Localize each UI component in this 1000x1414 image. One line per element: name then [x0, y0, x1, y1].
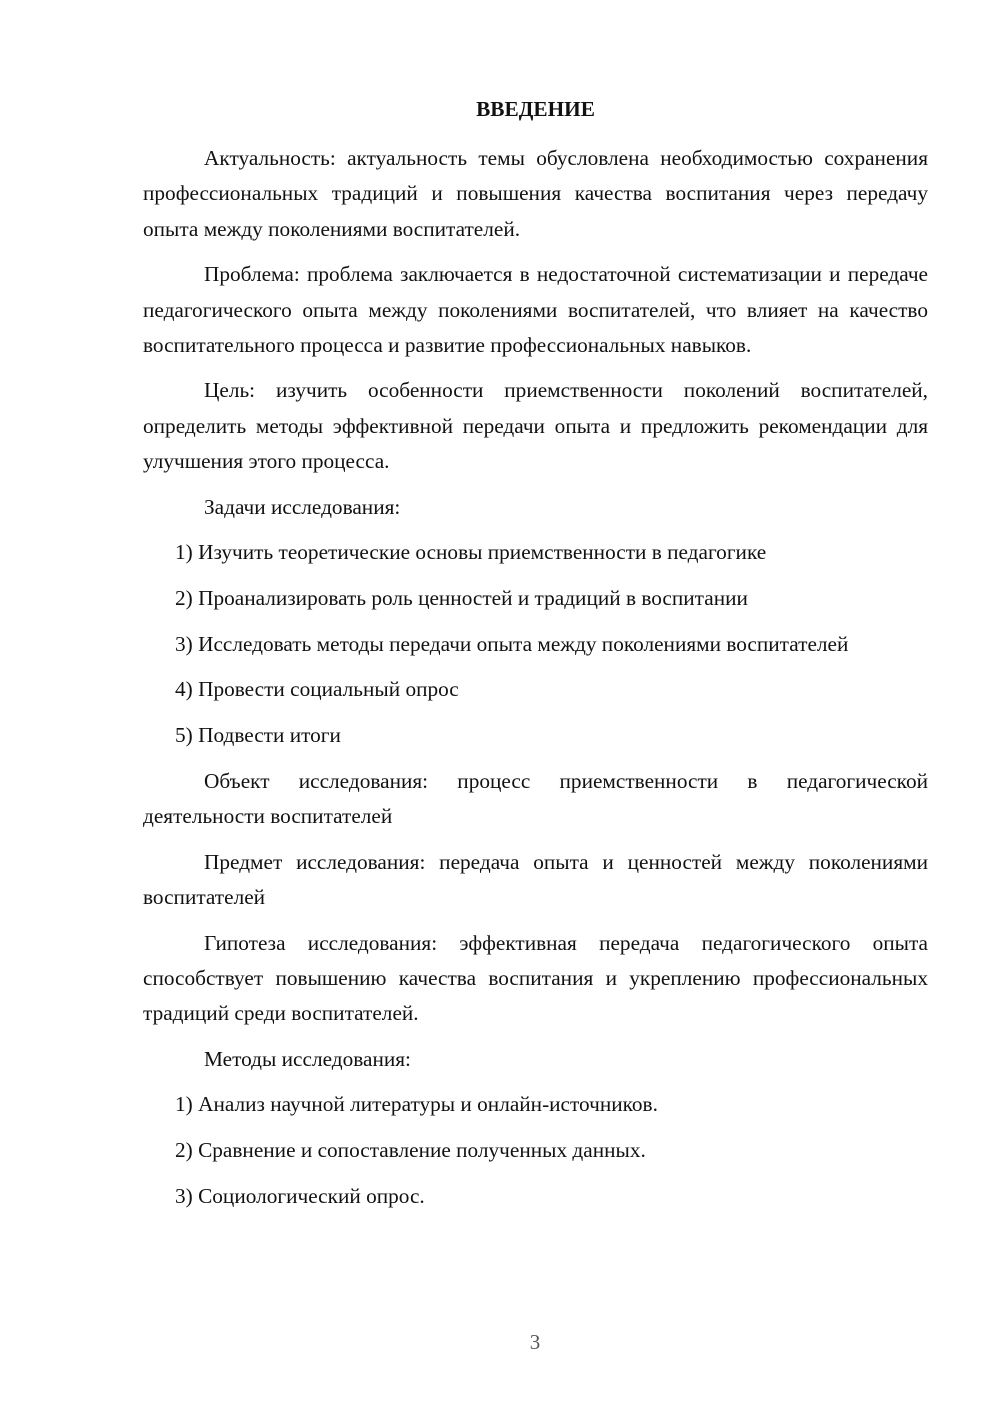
task-item-1: 1) Изучить теоретические основы приемственности в педагогике [175, 540, 767, 565]
section-title: ВВЕДЕНИЕ [476, 97, 595, 121]
subject-paragraph: Предмет исследования: передача опыта и ценностей между поколениями воспитателей [143, 849, 928, 909]
page-number: 3 [529, 1330, 541, 1354]
tasks-heading: Задачи исследования: [204, 494, 401, 519]
methods-heading: Методы исследования: [204, 1046, 411, 1071]
problem-paragraph: Проблема: проблема заключается в недостаточной систематизации и передаче педагогического опыта между поколениями воспитателей, что влияет на качество воспитательного процесса и развитие профессиональных навыков. [143, 262, 928, 357]
hypothesis-paragraph: Гипотеза исследования: эффективная передача педагогического опыта способствует повышению качества воспитания и укреплению профессиональных традиций среди воспитателей. [143, 930, 928, 1025]
task-item-2: 2) Проанализировать роль ценностей и традиций в воспитании [175, 585, 748, 610]
relevance-paragraph: Актуальность: актуальность темы обусловлена необходимостью сохранения профессиональных традиций и повышения качества воспитания через передачу опыта между поколениями воспитателей. [143, 146, 928, 241]
document-page [143, 92, 928, 1224]
task-item-4: 4) Провести социальный опрос [175, 677, 459, 702]
method-item-1: 1) Анализ научной литературы и онлайн-источников. [175, 1092, 658, 1117]
object-paragraph: Объект исследования: процесс приемственности в педагогической деятельности воспитателей [143, 768, 928, 828]
method-item-2: 2) Сравнение и сопоставление полученных данных. [175, 1138, 646, 1163]
method-item-3: 3) Социологический опрос. [175, 1183, 425, 1208]
task-item-3: 3) Исследовать методы передачи опыта между поколениями воспитателей [175, 631, 849, 656]
goal-paragraph: Цель: изучить особенности приемственности поколений воспитателей, определить методы эффективной передачи опыта и предложить рекомендации для улучшения этого процесса. [143, 378, 928, 473]
task-item-5: 5) Подвести итоги [175, 723, 341, 748]
